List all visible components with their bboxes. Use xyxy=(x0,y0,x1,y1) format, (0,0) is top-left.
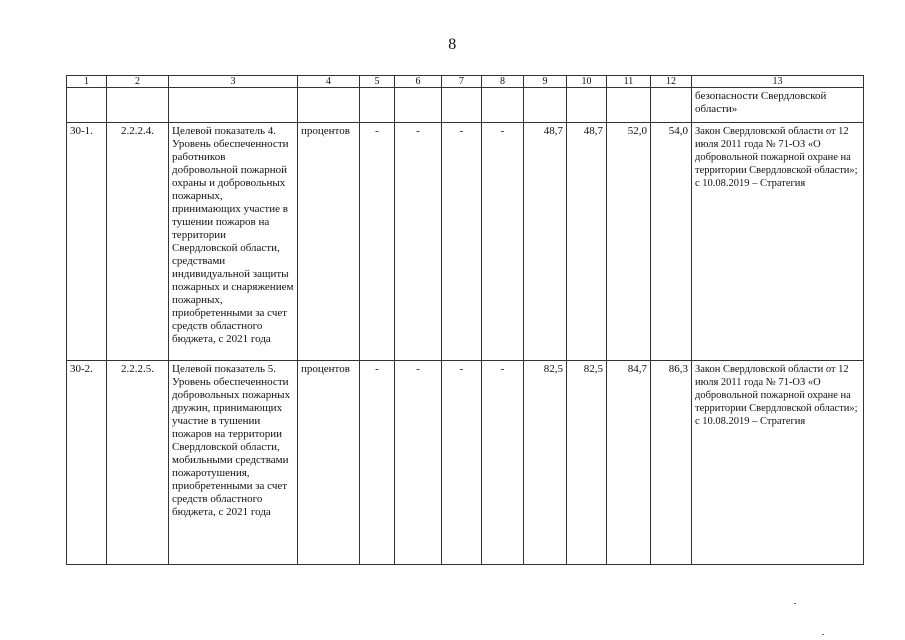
header-cell: 5 xyxy=(360,76,395,88)
header-cell: 8 xyxy=(482,76,524,88)
value-col6: - xyxy=(395,123,442,361)
header-cell: 7 xyxy=(442,76,482,88)
value-col9: 82,5 xyxy=(524,361,567,565)
legal-source: Закон Свердловской области от 12 июля 2011 года № 71-ОЗ «О добровольной пожарной охране на территории Свердловской области»; с 10.08.2019 – Стратегия xyxy=(692,123,864,361)
table-row xyxy=(67,361,864,565)
indicator-name: Целевой показатель 4. Уровень обеспеченности работников добровольной пожарной охраны и добровольных пожарных, принимающих участие в тушении пожаров на территории Свердловской области, средствами индивидуальной защиты пожарных и снаряжением пожарных, приобретенными за счет средств областного бюджета, с 2021 года xyxy=(169,123,298,361)
value-col10: 48,7 xyxy=(567,123,607,361)
value-col7: - xyxy=(442,361,482,565)
legal-source: Закон Свердловской области от 12 июля 2011 года № 71-ОЗ «О добровольной пожарной охране на территории Свердловской области»; с 10.08.2019 – Стратегия xyxy=(692,361,864,565)
page-number: 8 xyxy=(448,36,457,53)
scan-speck xyxy=(822,634,824,635)
header-cell: 2 xyxy=(107,76,169,88)
value-col12: 54,0 xyxy=(651,123,692,361)
header-cell: 4 xyxy=(298,76,360,88)
value-col11: 52,0 xyxy=(607,123,651,361)
indicators-table xyxy=(66,75,864,565)
header-cell: 12 xyxy=(651,76,692,88)
value-col5: - xyxy=(360,123,395,361)
value-col9: 48,7 xyxy=(524,123,567,361)
value-col8: - xyxy=(482,123,524,361)
table-row xyxy=(67,123,864,361)
header-cell: 3 xyxy=(169,76,298,88)
unit: процентов xyxy=(298,361,360,565)
header-cell: 13 xyxy=(692,76,864,88)
row-code: 2.2.2.4. xyxy=(107,123,169,361)
header-cell: 6 xyxy=(395,76,442,88)
row-number: 30-2. xyxy=(67,361,107,565)
value-col10: 82,5 xyxy=(567,361,607,565)
continuation-row xyxy=(67,88,864,123)
row-number: 30-1. xyxy=(67,123,107,361)
value-col11: 84,7 xyxy=(607,361,651,565)
header-cell: 1 xyxy=(67,76,107,88)
table-header-row xyxy=(67,76,864,88)
value-col8: - xyxy=(482,361,524,565)
value-col12: 86,3 xyxy=(651,361,692,565)
header-cell: 11 xyxy=(607,76,651,88)
value-col6: - xyxy=(395,361,442,565)
scan-speck xyxy=(794,603,796,604)
continuation-text: безопасности Свердловской области» xyxy=(692,88,864,123)
value-col7: - xyxy=(442,123,482,361)
unit: процентов xyxy=(298,123,360,361)
row-code: 2.2.2.5. xyxy=(107,361,169,565)
indicator-name: Целевой показатель 5. Уровень обеспеченности добровольных пожарных дружин, принимающих участие в тушении пожаров на территории Свердловской области, мобильными средствами пожаротушения, приобретенными за счет средств областного бюджета, с 2021 года xyxy=(169,361,298,565)
header-cell: 10 xyxy=(567,76,607,88)
header-cell: 9 xyxy=(524,76,567,88)
value-col5: - xyxy=(360,361,395,565)
